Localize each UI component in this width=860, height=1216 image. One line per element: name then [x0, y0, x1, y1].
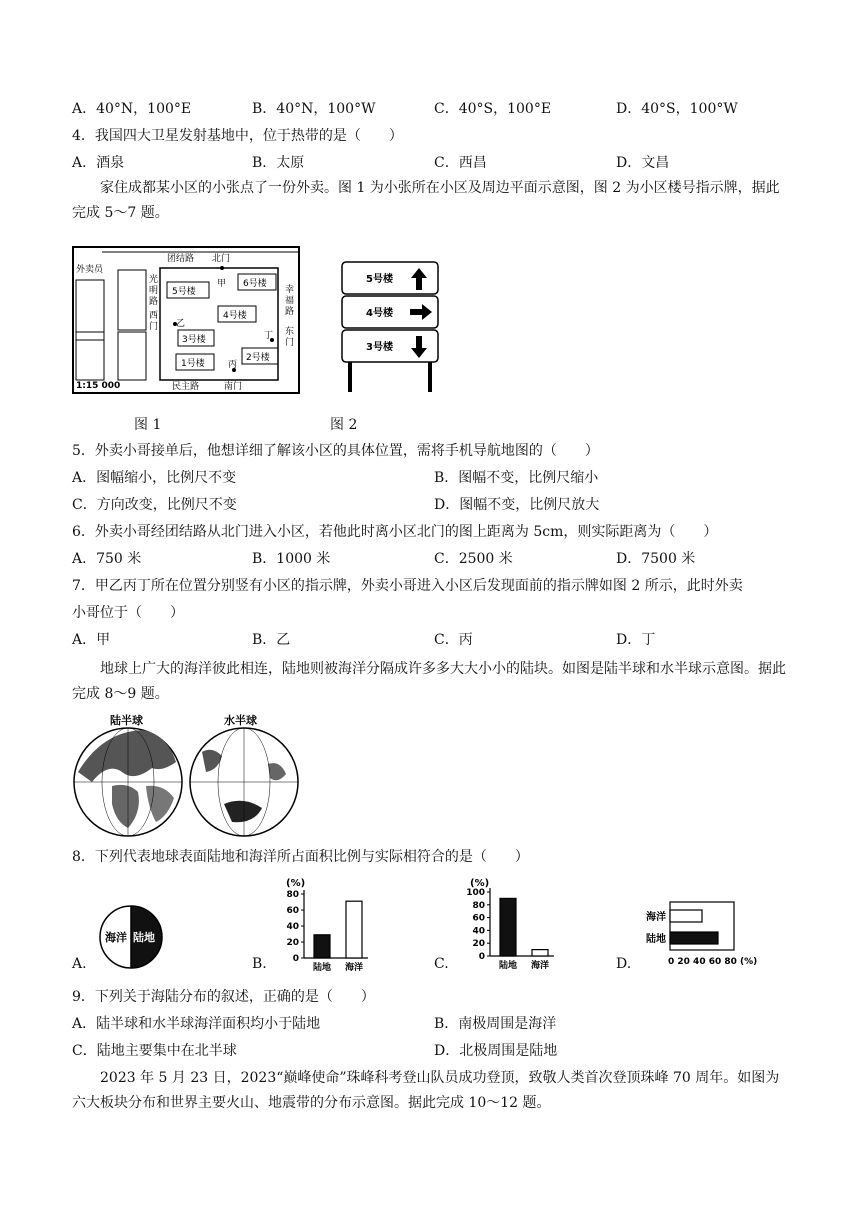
marker-yi-label: 乙: [176, 319, 186, 329]
q5-option-c: C．方向改变，比例尺不变: [72, 497, 237, 513]
road-east-label-2: 福: [285, 296, 295, 306]
option-c-unit-label: (%): [470, 878, 490, 889]
gate-west-label-2: 门: [149, 322, 159, 332]
gate-south-label: 南门: [224, 382, 243, 392]
q8-option-b-label: B.: [252, 956, 267, 972]
land-hemisphere-globe: [74, 728, 182, 836]
figure-2-caption: 图 2: [330, 417, 358, 433]
sign-row-3-label: 3号楼: [366, 342, 393, 353]
gate-west-label-1: 西: [149, 311, 159, 321]
q7-option-c: C．丙: [434, 632, 473, 648]
q5-option-b: B．图幅不变，比例尺缩小: [434, 470, 599, 486]
road-east-label-3: 路: [285, 307, 295, 317]
building-4-label: 4号楼: [223, 311, 247, 321]
gate-east-label-2: 门: [285, 338, 295, 348]
road-west-label-3: 路: [149, 297, 159, 307]
q7-option-d: D．丁: [616, 632, 656, 648]
intro-paragraph-1: 家住成都某小区的小张点了一份外卖。图 1 为小张所在小区及周边平面示意图，图 2 为小区楼号指示牌，据此完成 5～7 题。: [72, 180, 780, 221]
q9-option-b: B．南极周围是海洋: [434, 1016, 557, 1032]
option-b-category-label: 海洋: [344, 963, 364, 973]
q5-option-d: D．图幅不变，比例尺放大: [434, 497, 600, 513]
building-5-label: 5号楼: [172, 287, 196, 297]
option-d-category-label: 陆地: [646, 934, 666, 945]
gate-north-label: 北门: [212, 254, 231, 264]
option-b-tick-label: 0: [292, 954, 299, 964]
building-2-label: 2号楼: [246, 353, 270, 363]
water-hemisphere-globe: [190, 728, 298, 836]
q9-option-c: C．陆地主要集中在北半球: [72, 1043, 237, 1059]
q6-stem: 6．外卖小哥经团结路从北门进入小区，若他此时离小区北门的图上距离为 5cm，则实际距离为（ ）: [72, 524, 718, 540]
marker-ding-label: 丁: [264, 331, 274, 341]
q4-option-b: B．太原: [252, 155, 305, 171]
option-d-category-label: 海洋: [646, 912, 666, 923]
building-6-label: 6号楼: [243, 279, 267, 289]
building-3-label: 3号楼: [182, 335, 206, 345]
sign-board-figure: [340, 258, 440, 394]
q6-option-a: A．750 米: [72, 551, 142, 567]
option-c-bar-1: [500, 898, 516, 956]
q5-option-a: A．图幅缩小，比例尺不变: [72, 470, 237, 486]
community-map-figure: [72, 242, 302, 397]
q3-option-a: A．40°N，100°E: [72, 101, 192, 117]
land-hemisphere-label: 陆半球: [110, 714, 143, 727]
option-c-category-label: 陆地: [498, 961, 518, 971]
option-a-ocean-label: 海洋: [105, 931, 127, 944]
marker-bing-label: 丙: [228, 360, 238, 370]
q7-stem-line-1: 7．甲乙丙丁所在位置分别竖有小区的指示牌，外卖小哥进入小区后发现面前的指示牌如图 2 所示，此时外卖: [72, 578, 743, 594]
road-east-label-1: 幸: [285, 285, 295, 295]
option-d-bar-2: [670, 932, 718, 944]
marker-jia-label: 甲: [217, 279, 227, 289]
q8-option-d-label: D.: [616, 956, 632, 972]
q6-option-b: B．1000 米: [252, 551, 331, 567]
q9-option-a: A．陆半球和水半球海洋面积均小于陆地: [72, 1016, 321, 1032]
option-c-tick-label: 40: [472, 926, 485, 937]
road-west-label-2: 明: [149, 286, 159, 296]
option-d-bar-1: [670, 910, 702, 922]
figure-1-caption: 图 1: [134, 417, 162, 433]
road-south-label: 民主路: [172, 382, 200, 392]
building-1-label: 1号楼: [181, 359, 205, 369]
q9-stem: 9．下列关于海陆分布的叙述，正确的是（ ）: [72, 989, 375, 1005]
q4-option-c: C．西昌: [434, 155, 487, 171]
option-b-tick-label: 60: [286, 906, 299, 916]
q7-option-b: B．乙: [252, 632, 291, 648]
option-d-x-tick-labels: 0 20 40 60 80 (%): [668, 957, 758, 967]
q5-stem: 5．外卖小哥接单后，他想详细了解该小区的具体位置，需将手机导航地图的（ ）: [72, 443, 599, 459]
sign-row-2-label: 4号楼: [366, 308, 393, 319]
q3-option-c: C．40°S，100°E: [434, 101, 552, 117]
intro-paragraph-2: 地球上广大的海洋彼此相连，陆地则被海洋分隔成许多多大大小小的陆块。如图是陆半球和水半球示意图。据此完成 8～9 题。: [72, 661, 786, 702]
sign-row-1-label: 5号楼: [366, 274, 393, 285]
q3-option-d: D．40°S，100°W: [616, 101, 738, 117]
option-c-tick-label: 20: [472, 939, 485, 950]
option-b-tick-label: 20: [286, 938, 299, 948]
option-c-bar-chart: [458, 874, 566, 974]
option-c-tick-label: 80: [472, 900, 485, 911]
option-c-tick-label: 60: [472, 913, 485, 924]
option-b-bar-1: [314, 935, 330, 958]
q8-option-c-label: C.: [434, 956, 449, 972]
scale-label: 1:15 000: [76, 381, 121, 391]
intro-paragraph-3: 2023 年 5 月 23 日，2023“巅峰使命”珠峰科考登山队员成功登顶，致敬人类首次登顶珠峰 70 周年。如图为六大板块分布和世界主要火山、地震带的分布示意图。据此完成 10～12 题。: [72, 1070, 780, 1111]
q8-stem: 8．下列代表地球表面陆地和海洋所占面积比例与实际相符合的是（ ）: [72, 849, 529, 865]
q4-stem: 4．我国四大卫星发射基地中，位于热带的是（ ）: [72, 128, 403, 144]
option-c-category-label: 海洋: [530, 961, 550, 971]
option-a-land-label: 陆地: [133, 931, 155, 944]
road-west-label-1: 光: [149, 275, 159, 285]
option-b-bar-chart: [272, 876, 376, 974]
road-north-label: 团结路: [167, 254, 195, 264]
q3-option-b: B．40°N，100°W: [252, 101, 376, 117]
option-b-tick-label: 80: [286, 890, 299, 900]
q7-option-a: A．甲: [72, 632, 111, 648]
hemispheres-figure: [72, 712, 312, 838]
option-d-bar-chart: [638, 896, 774, 972]
q9-option-d: D．北极周围是陆地: [434, 1043, 558, 1059]
option-c-tick-label: 0: [478, 952, 485, 962]
gate-east-label-1: 东: [285, 327, 295, 337]
option-b-unit-label: (%): [286, 878, 306, 889]
option-b-category-label: 陆地: [312, 963, 332, 973]
q7-stem-line-2: 小哥位于（ ）: [72, 605, 184, 621]
option-a-circle-chart: [98, 904, 164, 970]
option-c-tick-label: 100: [466, 888, 485, 898]
option-c-bar-2: [532, 950, 548, 956]
q4-option-d: D．文昌: [616, 155, 670, 171]
water-hemisphere-label: 水半球: [224, 714, 257, 727]
option-b-bar-2: [346, 901, 362, 958]
q8-option-a-label: A.: [72, 956, 87, 972]
option-b-tick-label: 40: [286, 922, 299, 932]
q6-option-c: C．2500 米: [434, 551, 513, 567]
q4-option-a: A．酒泉: [72, 155, 125, 171]
q6-option-d: D．7500 米: [616, 551, 696, 567]
rider-label: 外卖员: [76, 265, 104, 275]
